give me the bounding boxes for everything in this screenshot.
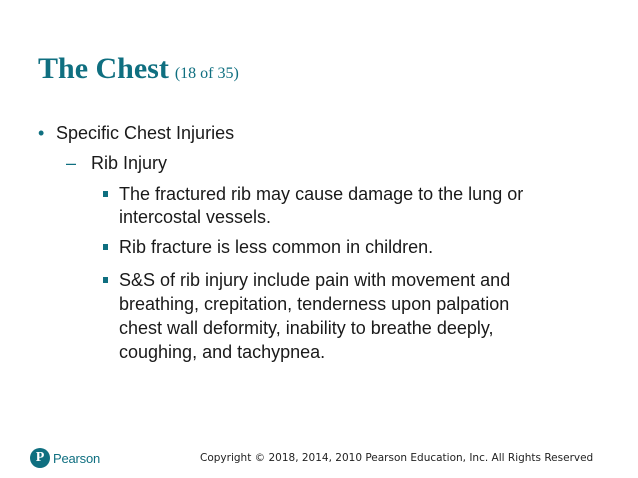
bullet-level1: Specific Chest Injuries: [56, 123, 235, 143]
square-bullet-icon: [103, 244, 108, 250]
title-counter: (18 of 35): [174, 65, 239, 82]
item-3-line-2: breathing, crepitation, tenderness upon palpation: [119, 294, 510, 314]
item-3-line-1: S&S of rib injury include pain with movement and: [119, 270, 511, 290]
item-1-line-2: intercostal vessels.: [119, 207, 272, 227]
item-2-line-1: Rib fracture is less common in children.: [119, 237, 434, 257]
item-3-line-3: chest wall deformity, inability to breathe deeply,: [119, 318, 494, 338]
square-bullet-icon: [103, 191, 108, 197]
slide-title: [38, 52, 239, 86]
pearson-logo-icon: P: [30, 448, 50, 468]
bullet-dot-icon: •: [38, 123, 45, 143]
pearson-logo-text: Pearson: [53, 450, 101, 466]
title-main: The Chest: [38, 52, 169, 85]
pearson-logo: [30, 445, 100, 471]
square-bullet-icon: [103, 277, 108, 283]
item-3-line-4: coughing, and tachypnea.: [119, 342, 326, 362]
bullet-level2: Rib Injury: [91, 153, 168, 173]
copyright-notice: Copyright © 2018, 2014, 2010 Pearson Education, Inc. All Rights Reserved: [200, 452, 594, 464]
dash-icon: –: [66, 153, 77, 173]
item-1-line-1: The fractured rib may cause damage to the lung or: [119, 184, 524, 204]
